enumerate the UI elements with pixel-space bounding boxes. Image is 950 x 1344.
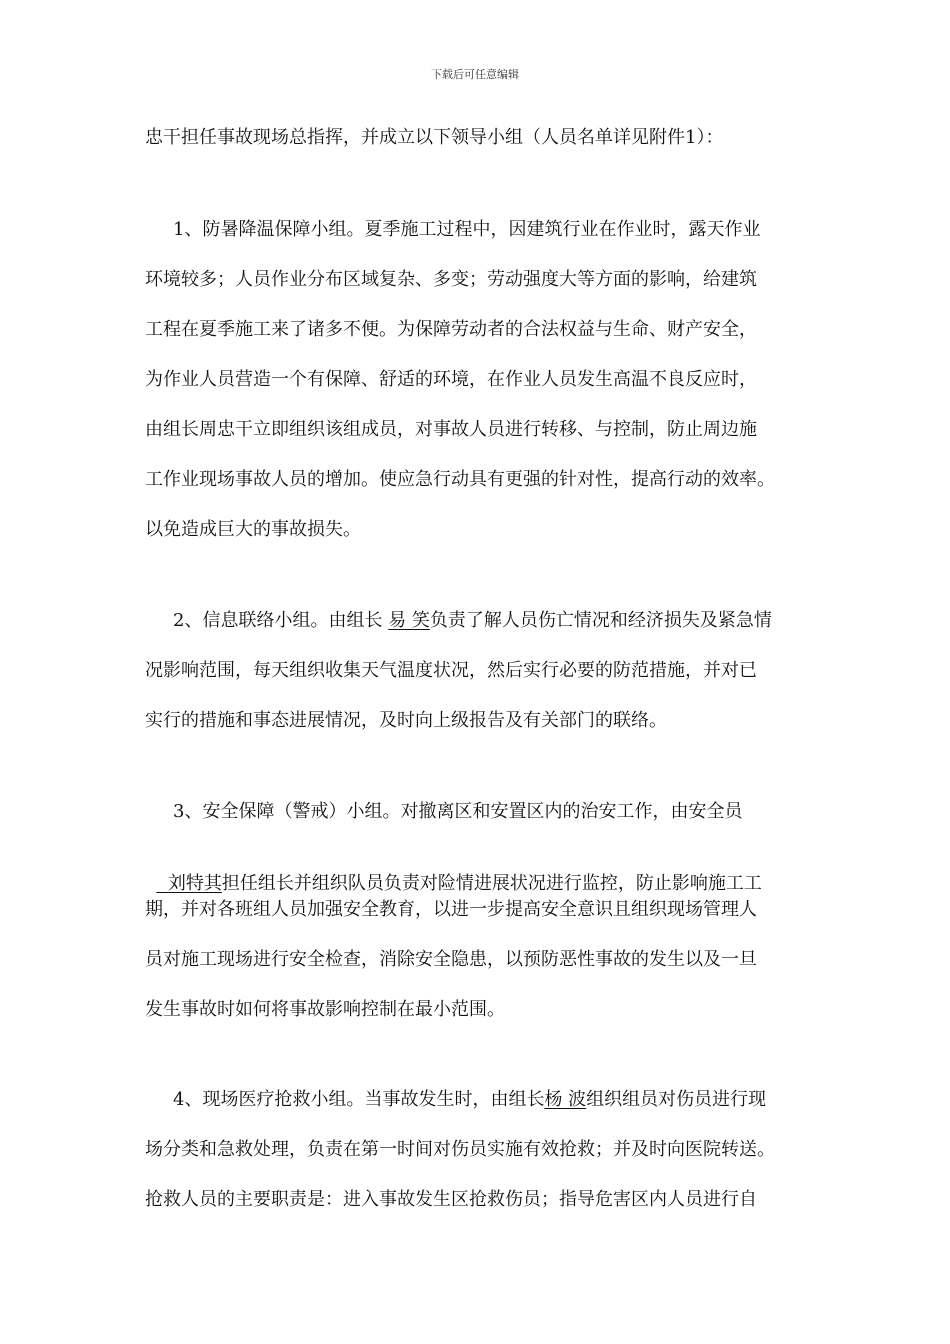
p2-line-3: 实行的措施和事态进展情况，及时向上级报告及有关部门的联络。 <box>145 710 667 731</box>
intro-line: 忠干担任事故现场总指挥，并成立以下领导小组（人员名单详见附件1）： <box>145 127 724 148</box>
p1-line-5: 由组长周忠干立即组织该组成员，对事故人员进行转移、与控制，防止周边施 <box>145 419 757 440</box>
p1-line-6: 工作业现场事故人员的增加。使应急行动具有更强的针对性，提高行动的效率。 <box>145 469 775 490</box>
p1-line-4: 为作业人员营造一个有保障、舒适的环境，在作业人员发生高温不良反应时， <box>145 369 757 390</box>
p3-line-4: 员对施工现场进行安全检查，消除安全隐患，以预防恶性事故的发生以及一旦 <box>145 949 757 970</box>
p2-line-2: 况影响范围，每天组织收集天气温度状况，然后实行必要的防范措施，并对已 <box>145 660 757 681</box>
leader-name-liuteqi: 刘特其 <box>156 873 222 894</box>
p2-line-1 <box>173 609 853 633</box>
p4-line-1-prefix: 4、现场医疗抢救小组。当事故发生时，由组长 <box>173 1089 545 1110</box>
p3-line-1: 3、安全保障（警戒）小组。对撤离区和安置区内的治安工作，由安全员 <box>173 801 743 822</box>
p4-line-1-suffix: 组织组员对伤员进行现 <box>586 1089 767 1110</box>
p3-line-2-suffix: 担任组长并组织队员负责对险情进展状况进行监控，防止影响施工工 <box>221 873 762 894</box>
p4-line-3: 抢救人员的主要职责是：进入事故发生区抢救伤员；指导危害区内人员进行自 <box>145 1189 757 1210</box>
p3-line-3: 期，并对各班组人员加强安全教育，以进一步提高安全意识且组织现场管理人 <box>145 899 757 920</box>
p4-line-1 <box>173 1088 853 1112</box>
page-header: 下载后可任意编辑 <box>431 68 519 81</box>
p2-line-1-suffix: 负责了解人员伤亡情况和经济损失及紧急情 <box>429 610 772 631</box>
p1-line-1: 1、防暑降温保障小组。夏季施工过程中，因建筑行业在作业时，露天作业 <box>173 219 761 240</box>
p3-line-5: 发生事故时如何将事故影响控制在最小范围。 <box>145 999 505 1020</box>
p1-line-7: 以免造成巨大的事故损失。 <box>145 519 361 540</box>
p4-line-2: 场分类和急救处理，负责在第一时间对伤员实施有效抢救；并及时向医院转送。 <box>145 1139 775 1160</box>
p3-line-2 <box>145 848 825 896</box>
p1-line-3: 工程在夏季施工来了诸多不便。为保障劳动者的合法权益与生命、财产安全， <box>145 319 757 340</box>
p1-line-2: 环境较多；人员作业分布区域复杂、多变；劳动强度大等方面的影响，给建筑 <box>145 269 757 290</box>
leader-name-yixiao: 易 笑 <box>388 610 430 631</box>
leader-name-yangbo: 杨 波 <box>544 1089 587 1110</box>
p2-line-1-prefix: 2、信息联络小组。由组长 <box>173 610 389 631</box>
